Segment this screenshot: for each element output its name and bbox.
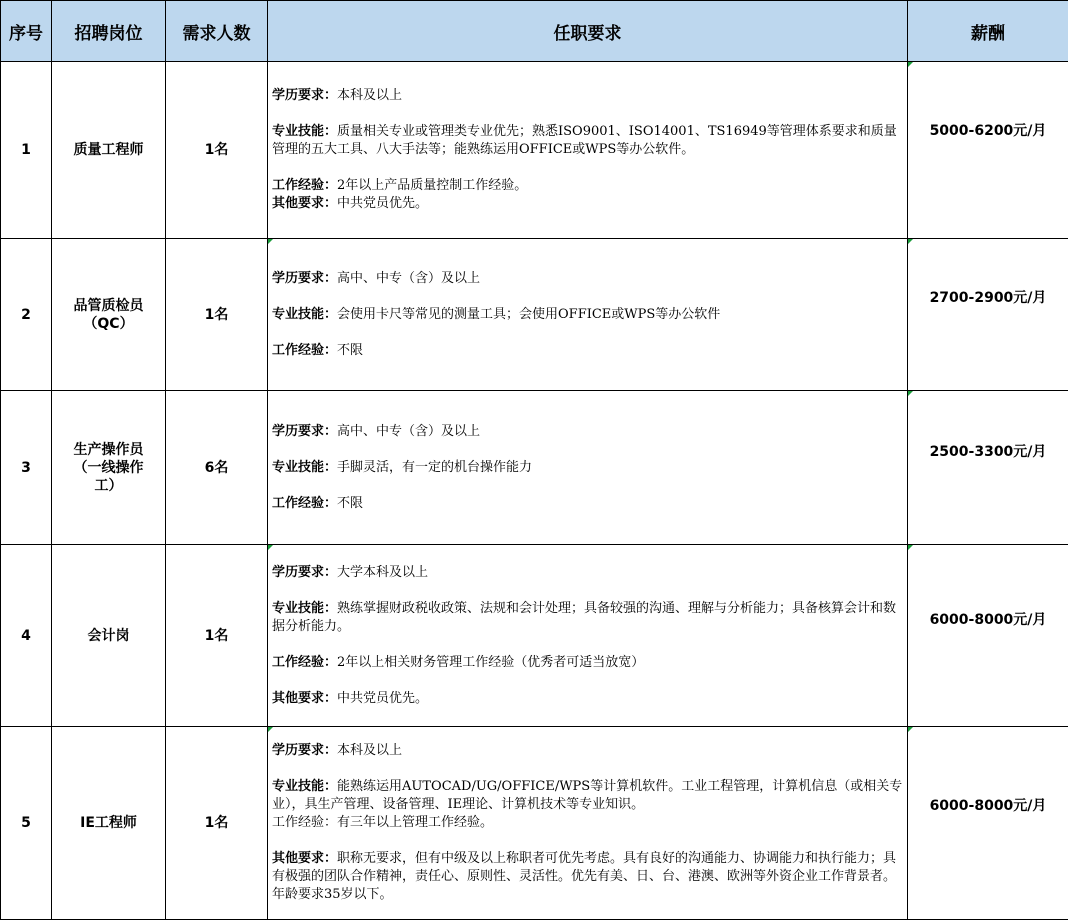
header-count: 需求人数 [166, 1, 268, 62]
req-item [272, 654, 903, 672]
salary-text: 6000-8000元/月 [929, 798, 1047, 814]
req-text: 2年以上相关财务管理工作经验（优秀者可适当放宽） [337, 654, 645, 670]
row-seq: 4 [1, 545, 52, 727]
row-seq: 1 [1, 62, 52, 239]
req-item [272, 850, 903, 904]
cell-comment-marker [908, 239, 913, 244]
req-text: 手脚灵活，有一定的机台操作能力 [337, 459, 533, 475]
row-requirements [268, 62, 908, 239]
row-count: 1名 [166, 727, 268, 920]
req-text: 本科及以上 [337, 88, 403, 103]
row-seq: 5 [1, 727, 52, 920]
req-item [272, 495, 903, 513]
cell-comment-marker [908, 545, 913, 550]
req-label: 学历要求： [272, 423, 338, 439]
header-requirements: 任职要求 [268, 1, 908, 62]
row-salary [908, 545, 1068, 727]
row-position: 品管质检员（QC） [52, 239, 166, 391]
req-item [272, 600, 903, 636]
req-label: 工作经验： [272, 342, 338, 358]
row-position: 生产操作员（一线操作工） [52, 391, 166, 545]
req-item [272, 270, 903, 288]
req-text: 2年以上产品质量控制工作经验。 [337, 178, 528, 193]
row-requirements [268, 239, 908, 391]
req-label: 专业技能： [272, 600, 338, 616]
cell-comment-marker [908, 727, 913, 732]
row-requirements [268, 391, 908, 545]
table-row [1, 239, 1068, 391]
row-seq: 3 [1, 391, 52, 545]
row-position: IE工程师 [52, 727, 166, 920]
req-text: 中共党员优先。 [337, 196, 429, 211]
req-label: 学历要求： [272, 743, 338, 758]
req-item [272, 195, 903, 213]
header-row [1, 1, 1068, 62]
row-count: 1名 [166, 545, 268, 727]
table-row [1, 727, 1068, 920]
req-text: 熟练掌握财政税收政策、法规和会计处理；具备较强的沟通、理解与分析能力；具备核算会计和数据分析能力。 [272, 600, 897, 634]
req-text: 质量相关专业或管理类专业优先；熟悉ISO9001、ISO14001、TS16949等管理体系要求和质量管理的五大工具、八大手法等；能熟练运用OFFICE或WPS等办公软件。 [272, 124, 897, 157]
header-seq: 序号 [1, 1, 52, 62]
req-text: 高中、中专（含）及以上 [337, 423, 481, 439]
req-label: 工作经验： [272, 495, 338, 511]
row-seq: 2 [1, 239, 52, 391]
salary-text: 5000-6200元/月 [929, 123, 1047, 139]
req-text: 中共党员优先。 [337, 690, 429, 706]
req-item [272, 690, 903, 708]
req-text: 不限 [337, 342, 364, 358]
cell-comment-marker [268, 545, 273, 550]
header-position: 招聘岗位 [52, 1, 166, 62]
req-label: 专业技能： [272, 779, 338, 794]
req-label: 其他要求： [272, 196, 338, 211]
req-item [272, 423, 903, 441]
req-item [272, 742, 903, 760]
req-label: 学历要求： [272, 270, 338, 286]
table-row [1, 391, 1068, 545]
req-text: 职称无要求，但有中级及以上称职者可优先考虑。具有良好的沟通能力、协调能力和执行能力；具有极强的团队合作精神，责任心、原则性、灵活性。优先有美、日、台、港澳、欧洲等外资企业工作背景者。年龄要求35岁以下。 [272, 851, 897, 902]
row-salary [908, 239, 1068, 391]
row-salary [908, 391, 1068, 545]
req-text: 会使用卡尺等常见的测量工具；会使用OFFICE或WPS等办公软件 [337, 306, 721, 322]
row-position: 会计岗 [52, 545, 166, 727]
row-count: 6名 [166, 391, 268, 545]
row-salary [908, 727, 1068, 920]
req-label: 工作经验： [272, 178, 338, 193]
salary-text: 6000-8000元/月 [929, 612, 1047, 628]
cell-comment-marker [908, 62, 913, 67]
req-label: 学历要求： [272, 564, 338, 580]
req-text: 高中、中专（含）及以上 [337, 270, 481, 286]
req-item [272, 814, 903, 832]
req-label: 工作经验： [272, 654, 338, 670]
row-count: 1名 [166, 239, 268, 391]
table-row [1, 62, 1068, 239]
cell-comment-marker [908, 391, 913, 396]
req-label: 专业技能： [272, 306, 338, 322]
req-item [272, 564, 903, 582]
req-text: 大学本科及以上 [337, 564, 429, 580]
req-item [272, 778, 903, 814]
row-count: 1名 [166, 62, 268, 239]
row-salary [908, 62, 1068, 239]
req-label: 其他要求： [272, 851, 338, 866]
req-label: 专业技能： [272, 459, 338, 475]
req-item [272, 306, 903, 324]
req-item [272, 459, 903, 477]
salary-text: 2700-2900元/月 [929, 290, 1047, 306]
req-item [272, 342, 903, 360]
req-label: 学历要求： [272, 88, 338, 103]
table-row [1, 545, 1068, 727]
cell-comment-marker [268, 727, 273, 732]
req-text: 本科及以上 [337, 743, 403, 758]
req-text: 工作经验：有三年以上管理工作经验。 [272, 815, 494, 830]
salary-text: 2500-3300元/月 [929, 444, 1047, 460]
row-requirements [268, 545, 908, 727]
req-label: 其他要求： [272, 690, 338, 706]
req-item [272, 177, 903, 195]
req-text: 不限 [337, 495, 364, 511]
req-item [272, 87, 903, 105]
req-text: 能熟练运用AUTOCAD/UG/OFFICE/WPS等计算机软件。工业工程管理，计算机信息（或相关专业），具生产管理、设备管理、IE理论、计算机技术等专业知识。 [272, 779, 903, 812]
header-salary: 薪酬 [908, 1, 1068, 62]
req-item [272, 123, 903, 159]
row-requirements [268, 727, 908, 920]
cell-comment-marker [268, 239, 273, 244]
row-position: 质量工程师 [52, 62, 166, 239]
req-label: 专业技能： [272, 124, 338, 139]
